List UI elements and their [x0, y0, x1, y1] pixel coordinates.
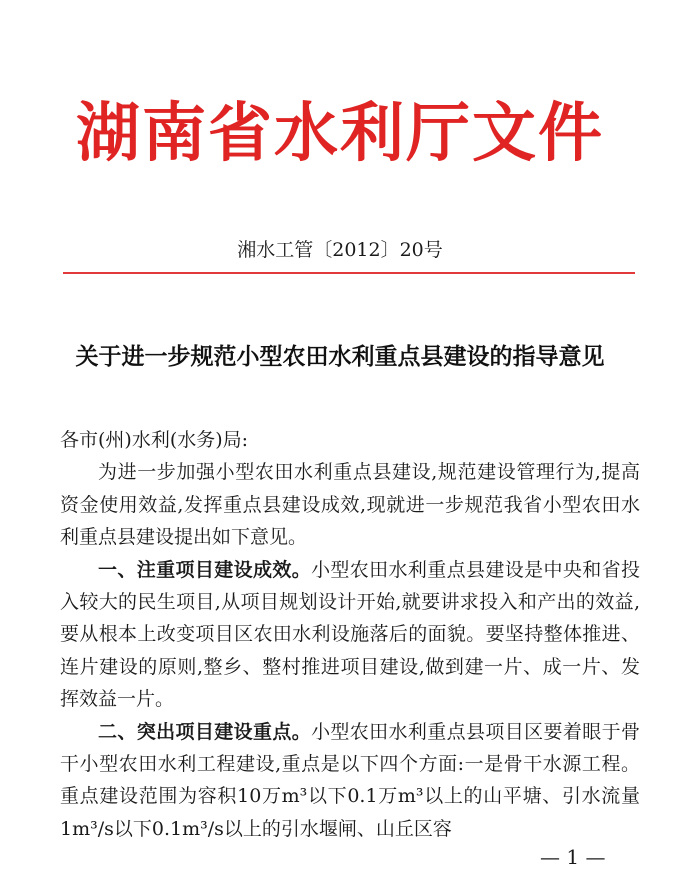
red-divider-line — [63, 272, 635, 274]
section-2-heading: 二、突出项目建设重点。 — [98, 720, 312, 743]
salutation: 各市(州)水利(水务)局: — [60, 429, 249, 451]
section-1-paragraph — [60, 554, 640, 716]
document-number: 湘水工管〔2012〕20号 — [237, 239, 443, 261]
section-1-heading: 一、注重项目建设成效。 — [98, 558, 312, 581]
section-2-paragraph — [60, 716, 640, 846]
section-1-text: 小型农田水利重点县建设是中央和省投入较大的民生项目,从项目规划设计开始,就要讲求投入和产出的效益,要从根本上改变项目区农田水利设施落后的面貌。要坚持整体推进、连片建设的原则,整乡、整村推进项目建设,做到建一片、成一片、发挥效益一片。 — [60, 558, 640, 711]
section-2-text: 小型农田水利重点县项目区要着眼于骨干小型农田水利工程建设,重点是以下四个方面:一是骨干水源工程。重点建设范围为容积10万m³以下0.1万m³以上的山平塘、引水流量1m³/s以下0.1m³/s以上的引水堰闸、山丘区容 — [60, 720, 640, 840]
document-title: 关于进一步规范小型农田水利重点县建设的指导意见 — [75, 344, 605, 370]
page-number: — 1 — — [540, 845, 606, 869]
document-body — [60, 424, 640, 845]
issuing-authority-title: 湖南省水利厅文件 — [76, 97, 604, 171]
intro-paragraph: 为进一步加强小型农田水利重点县建设,规范建设管理行为,提高资金使用效益,发挥重点县建设成效,现就进一步规范我省小型农田水利重点县建设提出如下意见。 — [60, 461, 640, 549]
